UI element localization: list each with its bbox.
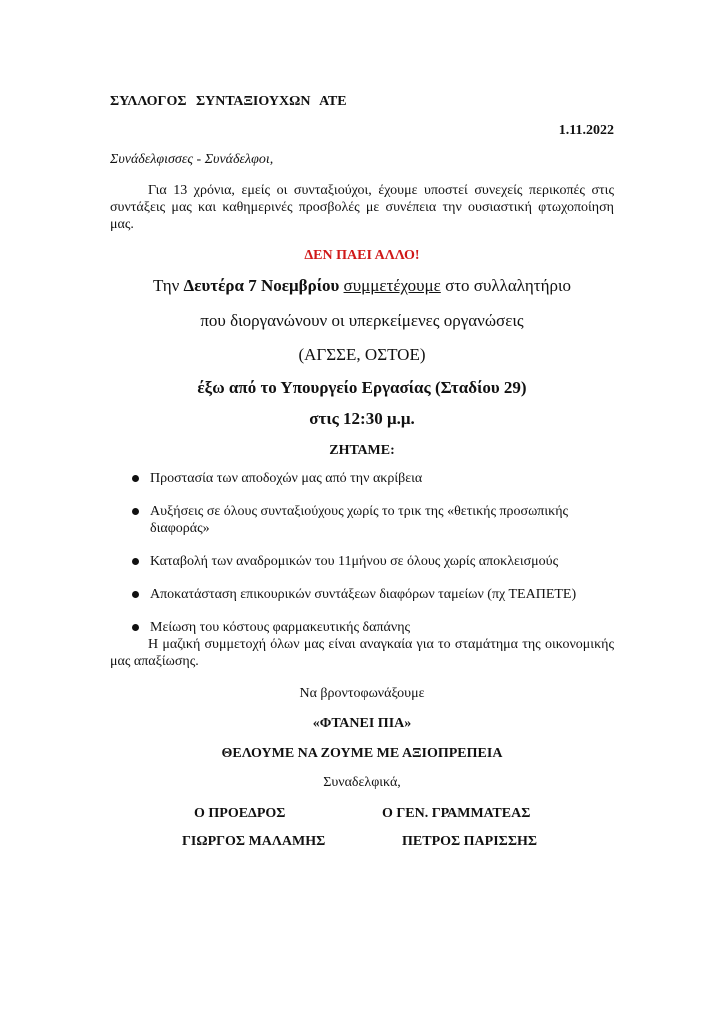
bullet-icon: [132, 558, 139, 565]
bullet-icon: [132, 591, 139, 598]
list-item: [110, 470, 614, 487]
slogan-line-1: «ΦΤΑΝΕΙ ΠΙΑ»: [312, 716, 412, 731]
list-item: [110, 619, 614, 636]
secretary-title: Ο ΓΕΝ. ΓΡΑΜΜΑΤΕΑΣ: [382, 806, 531, 821]
demand-text: Αυξήσεις σε όλους συνταξιούχους χωρίς το τρικ της «θετικής προσωπικής διαφοράς»: [150, 504, 569, 536]
secretary-name: ΠΕΤΡΟΣ ΠΑΡΙΣΣΗΣ: [402, 834, 538, 849]
document-date: 1.11.2022: [558, 123, 614, 138]
announcement-line-2: που διοργανώνουν οι υπερκείμενες οργανώσεις: [200, 311, 524, 330]
announcement-time: στις 12:30 μ.μ.: [309, 409, 415, 428]
greeting: Συνάδελφισσες - Συνάδελφοι,: [110, 152, 274, 167]
slogan-intro: Να βροντοφωνάξουμε: [299, 686, 425, 701]
alert-heading: ΔΕΝ ΠΑΕΙ ΑΛΛΟ!: [304, 248, 420, 263]
announcement-line-3: (ΑΓΣΣΕ, ΟΣΤΟΕ): [298, 345, 426, 364]
president-title: Ο ΠΡΟΕΔΡΟΣ: [194, 806, 286, 821]
list-item: [110, 503, 614, 537]
closing-salutation: Συναδελφικά,: [323, 775, 401, 790]
bullet-icon: [132, 624, 139, 631]
closing-paragraph: Η μαζική συμμετοχή όλων μας είναι αναγκαία για το σταμάτημα της οικονομικής μας απαξίωσης.: [110, 637, 614, 669]
announcement-line-1: [0, 276, 724, 296]
demands-list: [110, 470, 614, 652]
demand-text: Αποκατάσταση επικουρικών συντάξεων διαφόρων ταμείων (πχ ΤΕΑΠΕΤΕ): [150, 587, 577, 602]
intro-paragraph: Για 13 χρόνια, εμείς οι συνταξιούχοι, έχουμε υποστεί συνεχείς περικοπές στις συντάξεις μας και καθημερινές προσβολές με συνέπεια την ουσιαστική φτωχοποίηση μας.: [110, 183, 614, 232]
announcement-suffix: στο συλλαλητήριο: [440, 276, 572, 295]
list-item: [110, 586, 614, 603]
demand-text: Προστασία των αποδοχών μας από την ακρίβεια: [150, 471, 423, 486]
organization-name: ΣΥΛΛΟΓΟΣ ΣΥΝΤΑΞΙΟΥΧΩΝ ΑΤΕ: [110, 94, 347, 109]
announcement-verb: συμμετέχουμε: [343, 276, 441, 295]
bullet-icon: [132, 475, 139, 482]
announcement-location: έξω από το Υπουργείο Εργασίας (Σταδίου 29): [197, 378, 527, 397]
announcement-date: Δευτέρα 7 Νοεμβρίου: [183, 276, 340, 295]
list-item: [110, 553, 614, 570]
demands-title: ΖΗΤΑΜΕ:: [329, 443, 395, 458]
demand-text: Καταβολή των αναδρομικών του 11μήνου σε όλους χωρίς αποκλεισμούς: [150, 554, 559, 569]
slogan-line-2: ΘΕΛΟΥΜΕ ΝΑ ΖΟΥΜΕ ΜΕ ΑΞΙΟΠΡΕΠΕΙΑ: [221, 746, 503, 761]
announcement-prefix: Την: [152, 276, 184, 295]
demand-text: Μείωση του κόστους φαρμακευτικής δαπάνης: [150, 620, 411, 635]
bullet-icon: [132, 508, 139, 515]
president-name: ΓΙΩΡΓΟΣ ΜΑΛΑΜΗΣ: [182, 834, 326, 849]
